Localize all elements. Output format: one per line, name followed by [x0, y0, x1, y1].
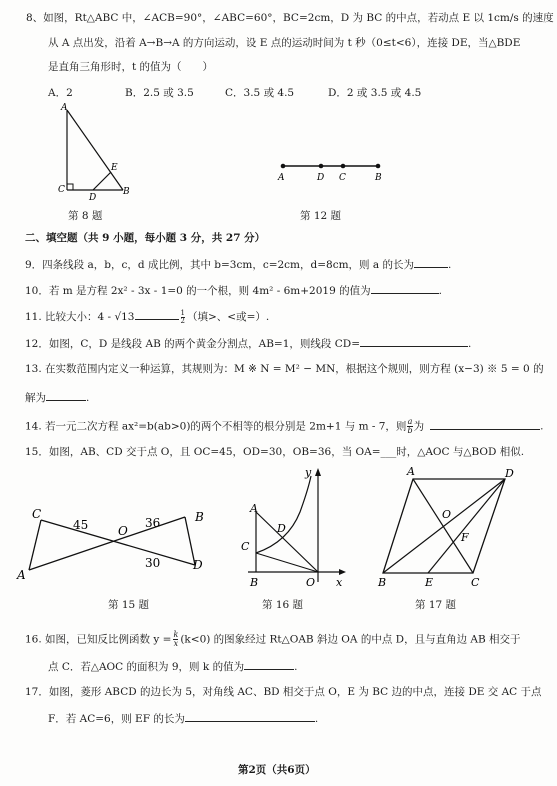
q10-answer-blank	[371, 283, 439, 294]
q16-answer-blank	[244, 659, 294, 670]
q8-line1: 8、如图，Rt△ABC 中，∠ACB=90°，∠ABC=60°，BC=2cm，D 为 BC 的中点，若动点 E 以 1cm/s 的速度	[26, 12, 554, 24]
q11-answer-blank	[135, 309, 179, 320]
q11-post: （填>、<或=）.	[186, 311, 270, 323]
fig12-label-d: D	[317, 173, 325, 183]
q8-option-b: B．2.5 或 3.5	[125, 87, 194, 99]
q12-period: .	[468, 338, 472, 350]
q17-answer-blank	[185, 711, 315, 722]
fig8-label-e: E	[111, 163, 118, 173]
q11-frac-den: 2	[180, 316, 185, 325]
q10-text: 10．若 m 是方程 2x² - 3x - 1=0 的一个根，则 4m² - 6m+2019 的值为	[25, 285, 371, 297]
fig15-label-45: 45	[73, 518, 89, 532]
q16-line1-post: (k<0) 的图象经过 Rt△OAB 斜边 OA 的中点 D，且与直角边 AB 相交于	[180, 633, 521, 646]
page-footer: 第2页（共6页）	[238, 764, 316, 776]
q10	[25, 283, 442, 298]
fig15-label-o: O	[118, 524, 128, 538]
fig8-label-a: A	[61, 103, 68, 113]
fig17-label-d: D	[505, 467, 514, 480]
figure-12	[275, 158, 390, 188]
q11-fraction	[181, 310, 185, 325]
q13-line2-pre: 解为	[25, 392, 46, 404]
figure-16	[238, 462, 353, 587]
section-2-heading: 二、填空题（共 9 小题，每小题 3 分，共 27 分）	[25, 232, 266, 244]
q13-line2	[25, 390, 89, 405]
q15: 15．如图，AB、CD 交于点 O，且 OC=45，OD=30，OB=36，当 OA=___时，△AOC 与△BOD 相似.	[25, 446, 525, 458]
fig15-label-c: C	[32, 507, 42, 521]
q9-answer-blank	[414, 257, 448, 268]
q17-line2	[48, 711, 318, 726]
q13-line1: 13. 在实数范围内定义一种运算，其规则为：M ※ N = M² − MN，根据这个规则，则方程 (x−3) ※ 5 = 0 的	[25, 363, 544, 375]
fig15-label-36: 36	[145, 516, 161, 530]
q11-pre: 11. 比较大小：4 - √13	[25, 311, 135, 323]
q16-period: .	[294, 661, 298, 673]
fig16-label-o: O	[306, 576, 316, 589]
fig12-label-b: B	[375, 173, 382, 183]
fig16-caption: 第 16 题	[262, 599, 304, 611]
q14-post: 为	[413, 420, 425, 433]
q16-frac-den: x	[173, 639, 179, 648]
q14-pre: 14. 若一元二次方程 ax²=b(ab>0)的两个不相等的根分别是 2m+1 与 m - 7，则	[25, 420, 407, 433]
q16-frac-num: k	[173, 630, 179, 639]
q8-option-c: C．3.5 或 4.5	[225, 87, 295, 99]
fig8-label-d: D	[89, 193, 97, 203]
q16-line1	[25, 631, 521, 648]
fig17-caption: 第 17 题	[415, 599, 457, 611]
figure-8	[55, 100, 135, 203]
fig17-label-e: E	[425, 576, 434, 589]
q14-fraction	[407, 418, 412, 435]
fig12-label-c: C	[339, 173, 346, 183]
fig16-label-d: D	[277, 522, 286, 535]
fig8-label-c: C	[58, 185, 65, 195]
fig15-label-30: 30	[145, 556, 161, 570]
fig17-label-b: B	[378, 576, 387, 589]
fig16-label-a: A	[250, 502, 258, 515]
q14-answer-blank	[430, 419, 540, 430]
q13-period: .	[86, 392, 90, 404]
q14-period: .	[540, 420, 544, 433]
fig17-label-a: A	[407, 465, 415, 478]
fig15-caption: 第 15 题	[108, 599, 150, 611]
q12	[25, 336, 471, 351]
q9-text: 9．四条线段 a，b，c，d 成比例，其中 b=3cm，c=2cm，d=8cm，则 a 的长为	[25, 259, 414, 271]
q17-line1: 17．如图，菱形 ABCD 的边长为 5，对角线 AC、BD 相交于点 O，E 为 BC 边的中点，连接 DE 交 AC 于点	[25, 686, 542, 698]
q10-period: .	[438, 285, 442, 297]
q14-frac-num: a	[407, 417, 413, 426]
q16-line2-text: 点 C．若△AOC 的面积为 9，则 k 的值为	[48, 661, 245, 673]
q16-line2	[48, 659, 297, 674]
fig16-label-y: y	[305, 466, 312, 479]
q14	[25, 418, 543, 435]
fig8-label-b: B	[123, 187, 130, 197]
q8-option-a: A．2	[48, 87, 73, 99]
q16-line1-pre: 16. 如图，已知反比例函数 y =	[25, 633, 172, 646]
fig17-label-c: C	[471, 576, 480, 589]
q8-line3: 是直角三角形时，t 的值为（ ）	[48, 61, 214, 73]
q9-period: .	[447, 259, 452, 271]
fig12-caption: 第 12 题	[300, 210, 342, 222]
q14-frac-den: b	[407, 426, 413, 435]
q17-period: .	[314, 713, 319, 725]
fig12-label-a: A	[278, 173, 285, 183]
q16-fraction	[173, 631, 178, 648]
q13-answer-blank	[46, 390, 86, 401]
fig16-label-x: x	[336, 576, 343, 589]
q9	[25, 257, 451, 272]
figure-17	[375, 465, 525, 590]
q17-line2-text: F．若 AC=6，则 EF 的长为	[48, 713, 185, 725]
q11-frac-num: 1	[180, 308, 185, 317]
fig8-caption: 第 8 题	[68, 210, 103, 222]
q12-text: 12．如图，C，D 是线段 AB 的两个黄金分割点，AB=1，则线段 CD=	[25, 338, 360, 350]
fig17-label-o: O	[442, 508, 452, 521]
q8-line2: 从 A 点出发，沿着 A→B→A 的方向运动，设 E 点的运动时间为 t 秒（0≤t<6），连接 DE，当△BDE	[48, 37, 521, 49]
q8-option-d: D．2 或 3.5 或 4.5	[328, 87, 422, 99]
fig15-label-d: D	[193, 558, 203, 572]
fig17-label-f: F	[461, 531, 469, 544]
fig15-label-a: A	[17, 568, 26, 582]
q12-answer-blank	[360, 336, 468, 347]
figure-15	[15, 505, 215, 590]
q11	[25, 309, 269, 325]
fig15-label-b: B	[195, 510, 204, 524]
fig16-label-b: B	[250, 576, 259, 589]
fig16-label-c: C	[241, 540, 250, 553]
